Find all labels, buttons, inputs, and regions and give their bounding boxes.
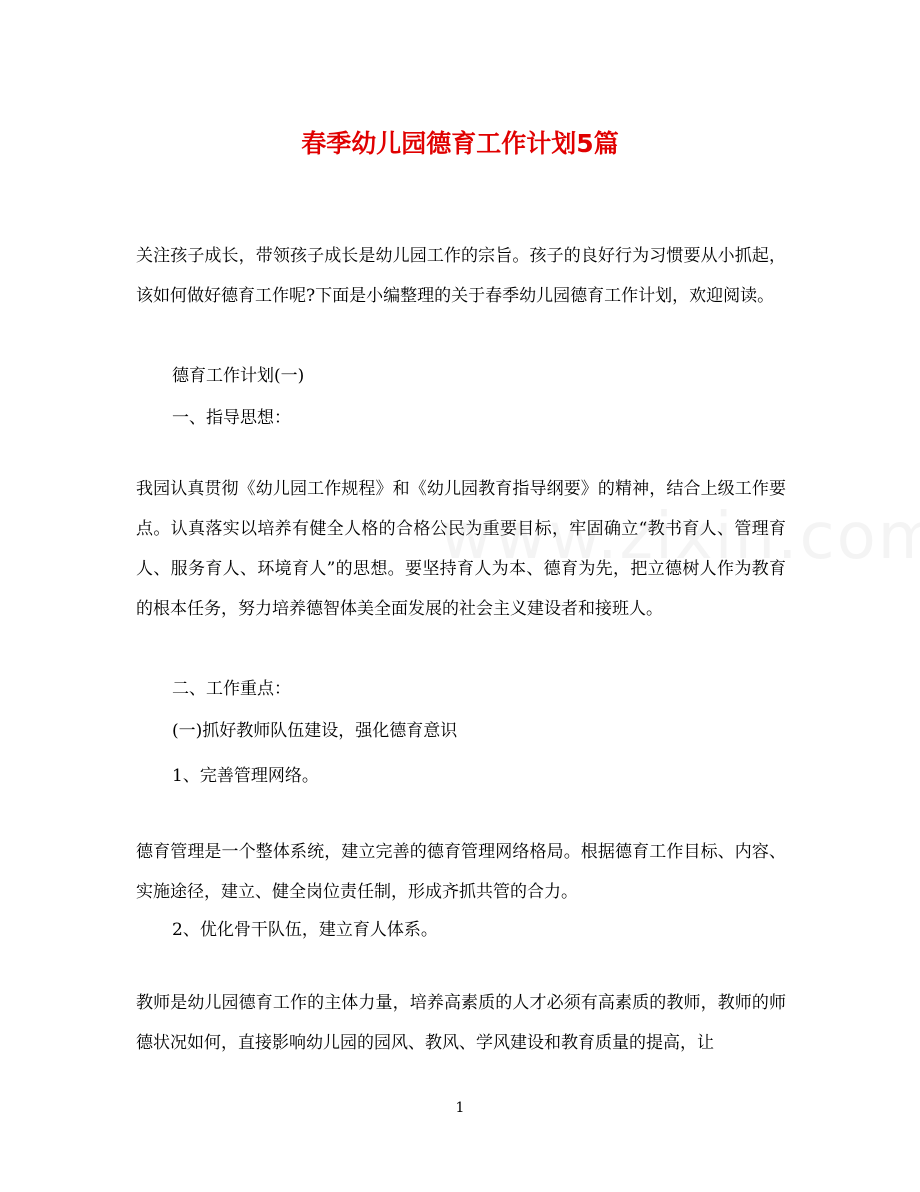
item-heading-management-network: 1、完善管理网络。	[172, 766, 319, 786]
page-number: 1	[455, 1100, 465, 1116]
subheading-teacher-team: (一)抓好教师队伍建设，强化德育意识	[172, 721, 458, 741]
backbone-team-paragraph: 教师是幼儿园德育工作的主体力量，培养高素质的人才必须有高素质的教师，教师的师德状况如何，直接影响幼儿园的园风、教风、学风建设和教育质量的提高，让	[136, 993, 786, 1053]
section-heading-work-focus: 二、工作重点：	[172, 679, 291, 699]
guiding-ideology-paragraph: 我园认真贯彻《幼儿园工作规程》和《幼儿园教育指导纲要》的精神，结合上级工作要点。认真落实以培养有健全人格的合格公民为重要目标，牢固确立“教书育人、管理育人、服务育人、环境育人”的思想。要坚持育人为本、德育为先，把立德树人作为教育的根本任务，努力培养德智体美全面发展的社会主义建设者和接班人。	[136, 479, 786, 619]
intro-paragraph: 关注孩子成长，带领孩子成长是幼儿园工作的宗旨。孩子的良好行为习惯要从小抓起，该如何做好德育工作呢?下面是小编整理的关于春季幼儿园德育工作计划，欢迎阅读。	[136, 246, 786, 306]
document-title: 春季幼儿园德育工作计划5篇	[301, 129, 619, 158]
management-network-paragraph: 德育管理是一个整体系统，建立完善的德育管理网络格局。根据德育工作目标、内容、实施途径，建立、健全岗位责任制，形成齐抓共管的合力。	[136, 842, 786, 902]
section-heading-guiding-ideology: 一、指导思想：	[172, 408, 291, 428]
section-heading-plan-1: 德育工作计划(一)	[172, 366, 305, 386]
item-heading-backbone-team: 2、优化骨干队伍，建立育人体系。	[172, 920, 438, 940]
